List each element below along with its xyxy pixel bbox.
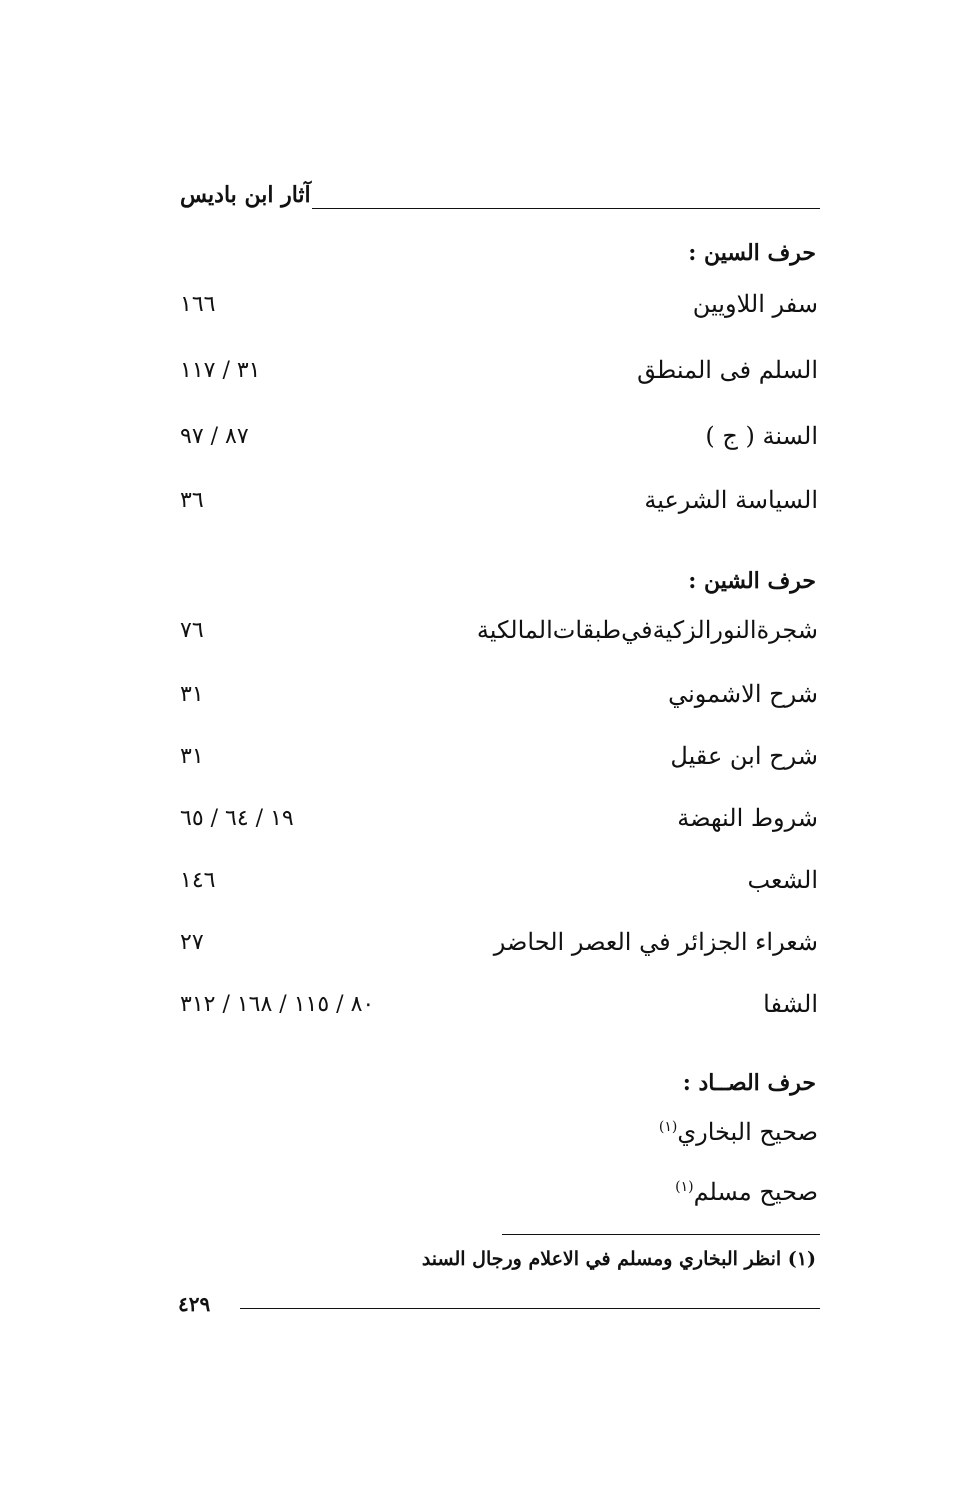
index-entry [180, 680, 818, 720]
page-footer [178, 1292, 820, 1318]
entry-title: السنة ( ج ) [705, 422, 818, 450]
entry-title [675, 1178, 818, 1206]
index-entry [180, 422, 818, 462]
footnote-marker: (١) [675, 1179, 694, 1195]
index-entry [180, 742, 818, 782]
index-entry [180, 290, 818, 330]
index-entry [180, 990, 818, 1030]
running-title: آثار ابن باديس [180, 182, 311, 208]
entry-pages: ٢٧ [180, 930, 204, 955]
entry-pages: ١٦٦ [180, 292, 216, 317]
entry-title: شجرةالنورالزكيةفي‌طبقات‌المالكية [476, 616, 818, 644]
footnote-rule [502, 1234, 820, 1235]
entry-title [659, 1118, 818, 1146]
section-heading-shin: حرف الشين : [688, 568, 816, 594]
footnote-marker: (١) [658, 1119, 678, 1135]
entry-title: الشعب [747, 866, 818, 894]
section-heading-sin: حرف السين : [688, 240, 816, 266]
entry-pages: ٨٧ / ٩٧ [180, 424, 249, 449]
index-entry [180, 928, 818, 968]
running-head [180, 182, 820, 216]
entry-title: سفر اللاويين [692, 290, 818, 318]
entry-pages: ٣١ [180, 682, 204, 707]
entry-pages: ١٤٦ [180, 868, 216, 893]
entry-title-text: صحيح البخاري [677, 1118, 818, 1146]
page-number: ٤٢٩ [178, 1292, 211, 1316]
entry-pages: ٣١ / ١١٧ [180, 358, 261, 383]
index-entry [180, 866, 818, 906]
entry-title: شرح ابن عقيل [670, 742, 818, 770]
index-entry [180, 804, 818, 844]
entry-pages: ٣٦ [180, 488, 204, 513]
entry-title: السياسة الشرعية [644, 486, 818, 514]
footer-rule [240, 1308, 820, 1309]
entry-pages: ١٩ / ٦٤ / ٦٥ [180, 806, 294, 831]
index-entry [180, 1118, 818, 1158]
entry-title: الشفا [763, 990, 818, 1018]
entry-title-text: صحيح مسلم [693, 1178, 818, 1206]
entry-title: شعراء الجزائر في العصر الحاضر [493, 928, 818, 956]
entry-pages: ٧٦ [180, 618, 204, 643]
footnote: (١) انظر البخاري ومسلم في الاعلام ورجال السند [421, 1248, 816, 1270]
entry-pages: ٣١ [180, 744, 204, 769]
entry-title: شروط النهضة [677, 804, 818, 832]
entry-title: السلم فى المنطق [637, 356, 818, 384]
index-entry [180, 616, 818, 656]
header-rule [312, 208, 820, 209]
index-entry [180, 1178, 818, 1218]
entry-pages: ٨٠ / ١١٥ / ١٦٨ / ٣١٢ [180, 992, 375, 1017]
index-entry [180, 356, 818, 396]
index-entry [180, 486, 818, 526]
entry-title: شرح الاشموني [668, 680, 818, 708]
section-heading-sad: حرف الصــاد : [682, 1070, 816, 1096]
